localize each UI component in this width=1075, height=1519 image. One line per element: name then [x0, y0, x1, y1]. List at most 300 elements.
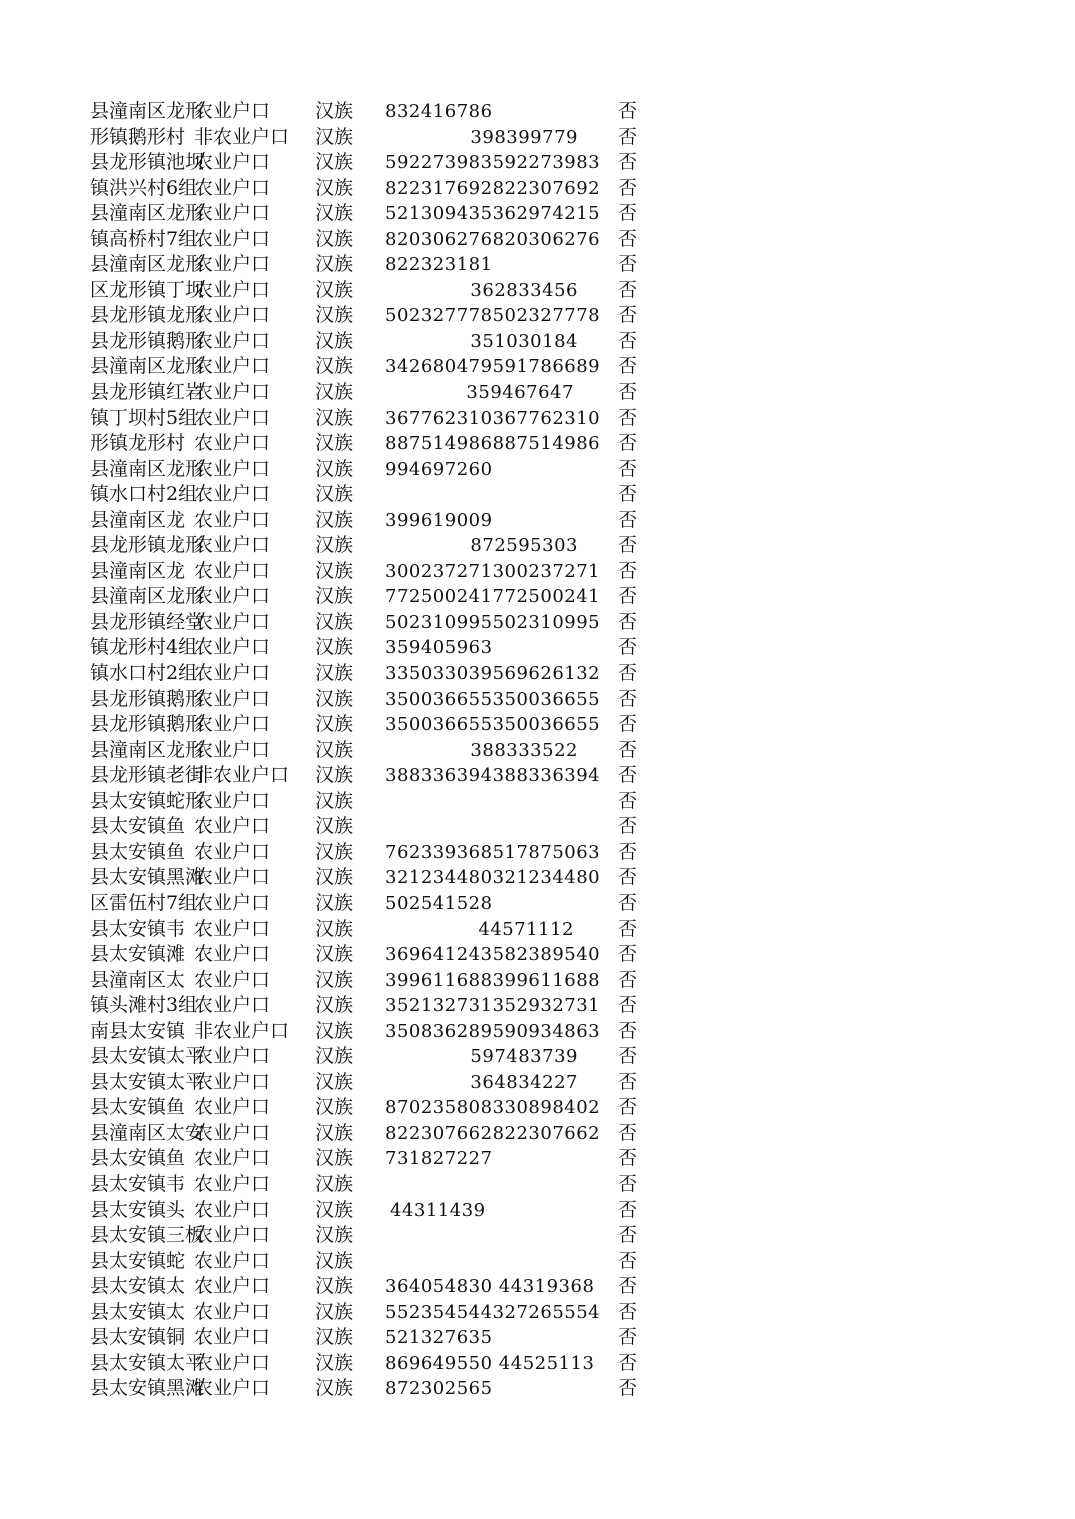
- hukou-type-cell: 农业户口: [194, 866, 271, 889]
- phone-cell: 731827227: [385, 1148, 493, 1170]
- table-row: [0, 1274, 1075, 1300]
- ethnicity-cell: 汉族: [315, 840, 354, 863]
- address-cell: 县太安镇蛇: [90, 1249, 186, 1272]
- ethnicity-cell: 汉族: [315, 100, 354, 122]
- ethnicity-cell: 汉族: [315, 943, 354, 966]
- hukou-type-cell: 农业户口: [194, 1121, 271, 1144]
- address-cell: 县龙形镇鹅形: [90, 329, 205, 352]
- phone-cell: [385, 1249, 578, 1275]
- ethnicity-cell: 汉族: [315, 815, 354, 838]
- flag-cell: 否: [618, 1377, 638, 1400]
- hukou-type-cell: 农业户口: [194, 662, 271, 685]
- phone-cell: 359405963: [385, 637, 493, 659]
- address-cell: 县潼南区龙形: [90, 738, 205, 761]
- table-row: [0, 1044, 1075, 1070]
- address-cell: 县龙形镇鹅形: [90, 687, 205, 710]
- address-cell: 县潼南区太: [90, 968, 186, 991]
- ethnicity-cell: 汉族: [315, 1224, 354, 1247]
- table-row: [0, 763, 1075, 789]
- table-row: [0, 303, 1075, 329]
- ethnicity-cell: 汉族: [315, 891, 354, 914]
- phone-cell: 359467647: [466, 382, 574, 404]
- hukou-type-cell: 农业户口: [194, 202, 271, 225]
- address-cell: 县潼南区龙: [90, 508, 186, 531]
- address-cell: 县潼南区龙: [90, 559, 186, 582]
- ethnicity-cell: 汉族: [315, 559, 354, 582]
- flag-cell: 否: [618, 968, 638, 991]
- flag-cell: 否: [618, 891, 638, 914]
- phone-cell: 820306276820306276: [385, 228, 601, 250]
- ethnicity-cell: 汉族: [315, 304, 354, 327]
- ethnicity-cell: 汉族: [315, 355, 354, 378]
- flag-cell: 否: [618, 406, 638, 429]
- address-cell: 县太安镇鱼: [90, 840, 186, 863]
- flag-cell: 否: [618, 559, 638, 582]
- hukou-type-cell: 农业户口: [194, 636, 271, 659]
- hukou-type-cell: 非农业户口: [194, 1019, 290, 1042]
- hukou-type-cell: 农业户口: [194, 457, 271, 480]
- hukou-type-cell: 农业户口: [194, 1351, 271, 1374]
- ethnicity-cell: 汉族: [315, 610, 354, 633]
- flag-cell: 否: [618, 1096, 638, 1119]
- table-row: [0, 406, 1075, 432]
- ethnicity-cell: 汉族: [315, 483, 354, 506]
- phone-cell: 350836289590934863: [385, 1020, 601, 1042]
- table-row: [0, 814, 1075, 840]
- flag-cell: 否: [618, 1300, 638, 1323]
- address-cell: 县太安镇太: [90, 1300, 186, 1323]
- address-cell: 镇水口村2组: [90, 662, 198, 685]
- table-row: [0, 278, 1075, 304]
- hukou-type-cell: 非农业户口: [194, 764, 290, 787]
- flag-cell: 否: [618, 994, 638, 1017]
- address-cell: 县太安镇鱼: [90, 1147, 186, 1170]
- phone-cell: 321234480321234480: [385, 867, 601, 889]
- ethnicity-cell: 汉族: [315, 329, 354, 352]
- ethnicity-cell: 汉族: [315, 713, 354, 736]
- ethnicity-cell: 汉族: [315, 176, 354, 199]
- table-row: [0, 584, 1075, 610]
- ethnicity-cell: 汉族: [315, 151, 354, 174]
- hukou-type-cell: 农业户口: [194, 1045, 271, 1068]
- table-row: [0, 227, 1075, 253]
- flag-cell: 否: [618, 585, 638, 608]
- flag-cell: 否: [618, 304, 638, 327]
- hukou-type-cell: 农业户口: [194, 840, 271, 863]
- flag-cell: 否: [618, 508, 638, 531]
- ethnicity-cell: 汉族: [315, 508, 354, 531]
- phone-cell: 399619009: [385, 509, 493, 531]
- flag-cell: 否: [618, 355, 638, 378]
- table-row: [0, 533, 1075, 559]
- hukou-type-cell: 农业户口: [194, 1070, 271, 1093]
- address-cell: 镇高桥村7组: [90, 227, 198, 250]
- hukou-type-cell: 农业户口: [194, 1275, 271, 1298]
- table-row: [0, 431, 1075, 457]
- hukou-type-cell: 农业户口: [194, 815, 271, 838]
- hukou-type-cell: 农业户口: [194, 304, 271, 327]
- phone-cell: 521327635: [385, 1327, 493, 1349]
- phone-cell: 44571112: [478, 918, 574, 940]
- phone-cell: 822317692822307692: [385, 177, 601, 199]
- ethnicity-cell: 汉族: [315, 406, 354, 429]
- address-cell: 县龙形镇红岩: [90, 381, 205, 404]
- address-cell: 县潼南区太安: [90, 1121, 205, 1144]
- phone-cell: 772500241772500241: [385, 586, 601, 608]
- flag-cell: 否: [618, 1249, 638, 1272]
- address-cell: 县太安镇铜: [90, 1326, 186, 1349]
- address-cell: 县潼南区龙形: [90, 202, 205, 225]
- address-cell: 县太安镇太平: [90, 1070, 205, 1093]
- phone-cell: 362833456: [470, 279, 578, 301]
- flag-cell: 否: [618, 253, 638, 276]
- phone-cell: 521309435362974215: [385, 203, 601, 225]
- flag-cell: 否: [618, 917, 638, 940]
- address-cell: 县太安镇太平: [90, 1045, 205, 1068]
- hukou-type-cell: 农业户口: [194, 789, 271, 812]
- ethnicity-cell: 汉族: [315, 994, 354, 1017]
- phone-cell: 369641243582389540: [385, 944, 601, 966]
- flag-cell: 否: [618, 176, 638, 199]
- address-cell: 镇龙形村4组: [90, 636, 198, 659]
- table-row: [0, 201, 1075, 227]
- table-row: [0, 1351, 1075, 1377]
- phone-cell: 364054830 44319368: [385, 1276, 595, 1298]
- ethnicity-cell: 汉族: [315, 1070, 354, 1093]
- table-row: [0, 1121, 1075, 1147]
- phone-cell: 300237271300237271: [385, 560, 601, 582]
- flag-cell: 否: [618, 1326, 638, 1349]
- ethnicity-cell: 汉族: [315, 1045, 354, 1068]
- flag-cell: 否: [618, 457, 638, 480]
- ethnicity-cell: 汉族: [315, 1172, 354, 1195]
- table-row: [0, 1019, 1075, 1045]
- table-row: [0, 993, 1075, 1019]
- table-row: [0, 125, 1075, 151]
- ethnicity-cell: 汉族: [315, 1198, 354, 1221]
- flag-cell: 否: [618, 1275, 638, 1298]
- flag-cell: 否: [618, 1121, 638, 1144]
- hukou-type-cell: 农业户口: [194, 943, 271, 966]
- hukou-type-cell: 农业户口: [194, 917, 271, 940]
- flag-cell: 否: [618, 713, 638, 736]
- hukou-type-cell: 农业户口: [194, 227, 271, 250]
- hukou-type-cell: 农业户口: [194, 406, 271, 429]
- address-cell: 县龙形镇老街: [90, 764, 205, 787]
- flag-cell: 否: [618, 534, 638, 557]
- ethnicity-cell: 汉族: [315, 687, 354, 710]
- address-cell: 县潼南区龙形: [90, 457, 205, 480]
- ethnicity-cell: 汉族: [315, 253, 354, 276]
- table-row: [0, 610, 1075, 636]
- table-row: [0, 840, 1075, 866]
- ethnicity-cell: 汉族: [315, 917, 354, 940]
- ethnicity-cell: 汉族: [315, 968, 354, 991]
- flag-cell: 否: [618, 1224, 638, 1247]
- phone-cell: 887514986887514986: [385, 433, 601, 455]
- address-cell: 县太安镇三板: [90, 1224, 205, 1247]
- table-row: [0, 1095, 1075, 1121]
- ethnicity-cell: 汉族: [315, 1377, 354, 1400]
- hukou-type-cell: 农业户口: [194, 534, 271, 557]
- table-row: [0, 1223, 1075, 1249]
- hukou-type-cell: 农业户口: [194, 176, 271, 199]
- hukou-type-cell: 农业户口: [194, 968, 271, 991]
- flag-cell: 否: [618, 1198, 638, 1221]
- table-row: [0, 1249, 1075, 1275]
- hukou-type-cell: 农业户口: [194, 1326, 271, 1349]
- flag-cell: 否: [618, 866, 638, 889]
- address-cell: 县龙形镇龙形: [90, 534, 205, 557]
- phone-cell: 335033039569626132: [385, 663, 601, 685]
- phone-cell: 822323181: [385, 254, 493, 276]
- ethnicity-cell: 汉族: [315, 585, 354, 608]
- hukou-type-cell: 农业户口: [194, 1300, 271, 1323]
- hukou-type-cell: 农业户口: [194, 483, 271, 506]
- phone-cell: 870235808330898402: [385, 1097, 601, 1119]
- flag-cell: 否: [618, 1147, 638, 1170]
- flag-cell: 否: [618, 789, 638, 812]
- flag-cell: 否: [618, 1351, 638, 1374]
- address-cell: 县太安镇韦: [90, 917, 186, 940]
- hukou-type-cell: 农业户口: [194, 1249, 271, 1272]
- ethnicity-cell: 汉族: [315, 1249, 354, 1272]
- address-cell: 镇水口村2组: [90, 483, 198, 506]
- address-cell: 县潼南区龙形: [90, 253, 205, 276]
- hukou-type-cell: 农业户口: [194, 508, 271, 531]
- ethnicity-cell: 汉族: [315, 381, 354, 404]
- address-cell: 县太安镇鱼: [90, 815, 186, 838]
- phone-cell: 994697260: [385, 458, 493, 480]
- hukou-type-cell: 农业户口: [194, 559, 271, 582]
- flag-cell: 否: [618, 151, 638, 174]
- spreadsheet-table: [0, 99, 1075, 1402]
- flag-cell: 否: [618, 840, 638, 863]
- flag-cell: 否: [618, 483, 638, 506]
- table-row: [0, 252, 1075, 278]
- hukou-type-cell: 农业户口: [194, 1224, 271, 1247]
- address-cell: 县龙形镇经堂: [90, 610, 205, 633]
- table-row: [0, 1146, 1075, 1172]
- ethnicity-cell: 汉族: [315, 1019, 354, 1042]
- ethnicity-cell: 汉族: [315, 662, 354, 685]
- address-cell: 区龙形镇丁坝: [90, 278, 205, 301]
- flag-cell: 否: [618, 1172, 638, 1195]
- flag-cell: 否: [618, 227, 638, 250]
- phone-cell: 367762310367762310: [385, 407, 601, 429]
- phone-cell: 872595303: [470, 535, 578, 557]
- table-row: [0, 176, 1075, 202]
- ethnicity-cell: 汉族: [315, 202, 354, 225]
- ethnicity-cell: 汉族: [315, 432, 354, 455]
- address-cell: 镇丁坝村5组: [90, 406, 198, 429]
- ethnicity-cell: 汉族: [315, 866, 354, 889]
- flag-cell: 否: [618, 687, 638, 710]
- address-cell: 县龙形镇鹅形: [90, 713, 205, 736]
- flag-cell: 否: [618, 278, 638, 301]
- address-cell: 镇头滩村3组: [90, 994, 198, 1017]
- address-cell: 形镇鹅形村: [90, 125, 186, 148]
- phone-cell: 351030184: [470, 330, 578, 352]
- phone-cell: 350036655350036655: [385, 714, 601, 736]
- hukou-type-cell: 农业户口: [194, 610, 271, 633]
- phone-cell: 502327778502327778: [385, 305, 601, 327]
- hukou-type-cell: 农业户口: [194, 713, 271, 736]
- flag-cell: 否: [618, 100, 638, 122]
- hukou-type-cell: 农业户口: [194, 253, 271, 276]
- table-row: [0, 457, 1075, 483]
- hukou-type-cell: 农业户口: [194, 994, 271, 1017]
- hukou-type-cell: 农业户口: [194, 355, 271, 378]
- phone-cell: 502310995502310995: [385, 611, 601, 633]
- table-row: [0, 917, 1075, 943]
- address-cell: 县潼南区龙形: [90, 585, 205, 608]
- table-row: [0, 1070, 1075, 1096]
- address-cell: 县潼南区龙形: [90, 100, 205, 122]
- phone-cell: 597483739: [470, 1046, 578, 1068]
- table-row: [0, 661, 1075, 687]
- phone-cell: 762339368517875063: [385, 841, 601, 863]
- phone-cell: 502541528: [385, 892, 493, 914]
- table-row: [0, 380, 1075, 406]
- table-row: [0, 1325, 1075, 1351]
- table-row: [0, 99, 1075, 125]
- table-row: [0, 482, 1075, 508]
- table-row: [0, 687, 1075, 713]
- address-cell: 县龙形镇龙形: [90, 304, 205, 327]
- address-cell: 形镇龙形村: [90, 432, 186, 455]
- table-row: [0, 789, 1075, 815]
- address-cell: 县太安镇蛇形: [90, 789, 205, 812]
- table-row: [0, 891, 1075, 917]
- table-row: [0, 559, 1075, 585]
- table-row: [0, 968, 1075, 994]
- phone-cell: 552354544327265554: [385, 1301, 601, 1323]
- flag-cell: 否: [618, 432, 638, 455]
- flag-cell: 否: [618, 610, 638, 633]
- table-row: [0, 738, 1075, 764]
- table-row: [0, 1198, 1075, 1224]
- ethnicity-cell: 汉族: [315, 1351, 354, 1374]
- flag-cell: 否: [618, 943, 638, 966]
- flag-cell: 否: [618, 738, 638, 761]
- address-cell: 县太安镇黑滩: [90, 866, 205, 889]
- table-row: [0, 150, 1075, 176]
- hukou-type-cell: 农业户口: [194, 278, 271, 301]
- address-cell: 南县太安镇: [90, 1019, 186, 1042]
- hukou-type-cell: 农业户口: [194, 381, 271, 404]
- ethnicity-cell: 汉族: [315, 738, 354, 761]
- ethnicity-cell: 汉族: [315, 227, 354, 250]
- address-cell: 县太安镇韦: [90, 1172, 186, 1195]
- ethnicity-cell: 汉族: [315, 789, 354, 812]
- phone-cell: 352132731352932731: [385, 995, 601, 1017]
- ethnicity-cell: 汉族: [315, 1326, 354, 1349]
- table-row: [0, 712, 1075, 738]
- hukou-type-cell: 农业户口: [194, 100, 271, 122]
- table-row: [0, 1300, 1075, 1326]
- phone-cell: 869649550 44525113: [385, 1352, 595, 1374]
- address-cell: 区雷伍村7组: [90, 891, 198, 914]
- phone-cell: 832416786: [385, 101, 493, 122]
- phone-cell: 44311439: [390, 1199, 486, 1221]
- hukou-type-cell: 农业户口: [194, 432, 271, 455]
- phone-cell: 388336394388336394: [385, 765, 601, 787]
- flag-cell: 否: [618, 662, 638, 685]
- phone-cell: 872302565: [385, 1378, 493, 1400]
- address-cell: 县太安镇黑滩: [90, 1377, 205, 1400]
- flag-cell: 否: [618, 1019, 638, 1042]
- table-row: [0, 865, 1075, 891]
- table-row: [0, 329, 1075, 355]
- flag-cell: 否: [618, 1070, 638, 1093]
- address-cell: 县太安镇滩: [90, 943, 186, 966]
- ethnicity-cell: 汉族: [315, 1147, 354, 1170]
- hukou-type-cell: 农业户口: [194, 1096, 271, 1119]
- flag-cell: 否: [618, 125, 638, 148]
- phone-cell: 350036655350036655: [385, 688, 601, 710]
- flag-cell: 否: [618, 329, 638, 352]
- phone-cell: [385, 1172, 578, 1198]
- phone-cell: 364834227: [470, 1071, 578, 1093]
- ethnicity-cell: 汉族: [315, 457, 354, 480]
- hukou-type-cell: 农业户口: [194, 1198, 271, 1221]
- hukou-type-cell: 农业户口: [194, 738, 271, 761]
- table-row: [0, 508, 1075, 534]
- phone-cell: 388333522: [470, 739, 578, 761]
- table-row: [0, 354, 1075, 380]
- phone-cell: [385, 789, 578, 815]
- address-cell: 县龙形镇池坝: [90, 151, 205, 174]
- ethnicity-cell: 汉族: [315, 125, 354, 148]
- phone-cell: [385, 482, 578, 508]
- ethnicity-cell: 汉族: [315, 1121, 354, 1144]
- flag-cell: 否: [618, 381, 638, 404]
- hukou-type-cell: 农业户口: [194, 1172, 271, 1195]
- flag-cell: 否: [618, 764, 638, 787]
- ethnicity-cell: 汉族: [315, 636, 354, 659]
- hukou-type-cell: 农业户口: [194, 329, 271, 352]
- ethnicity-cell: 汉族: [315, 1300, 354, 1323]
- ethnicity-cell: 汉族: [315, 764, 354, 787]
- ethnicity-cell: 汉族: [315, 1096, 354, 1119]
- flag-cell: 否: [618, 636, 638, 659]
- phone-cell: 399611688399611688: [385, 969, 601, 991]
- table-row: [0, 1376, 1075, 1402]
- phone-cell: [385, 1223, 578, 1249]
- flag-cell: 否: [618, 815, 638, 838]
- address-cell: 县太安镇鱼: [90, 1096, 186, 1119]
- phone-cell: 342680479591786689: [385, 356, 601, 378]
- hukou-type-cell: 非农业户口: [194, 125, 290, 148]
- phone-cell: 822307662822307662: [385, 1122, 601, 1144]
- table-row: [0, 635, 1075, 661]
- ethnicity-cell: 汉族: [315, 534, 354, 557]
- flag-cell: 否: [618, 202, 638, 225]
- address-cell: 县太安镇太: [90, 1275, 186, 1298]
- hukou-type-cell: 农业户口: [194, 1147, 271, 1170]
- address-cell: 县太安镇头: [90, 1198, 186, 1221]
- hukou-type-cell: 农业户口: [194, 687, 271, 710]
- hukou-type-cell: 农业户口: [194, 585, 271, 608]
- address-cell: 镇洪兴村6组: [90, 176, 198, 199]
- hukou-type-cell: 农业户口: [194, 151, 271, 174]
- ethnicity-cell: 汉族: [315, 1275, 354, 1298]
- table-row: [0, 1172, 1075, 1198]
- phone-cell: [385, 814, 578, 840]
- flag-cell: 否: [618, 1045, 638, 1068]
- hukou-type-cell: 农业户口: [194, 891, 271, 914]
